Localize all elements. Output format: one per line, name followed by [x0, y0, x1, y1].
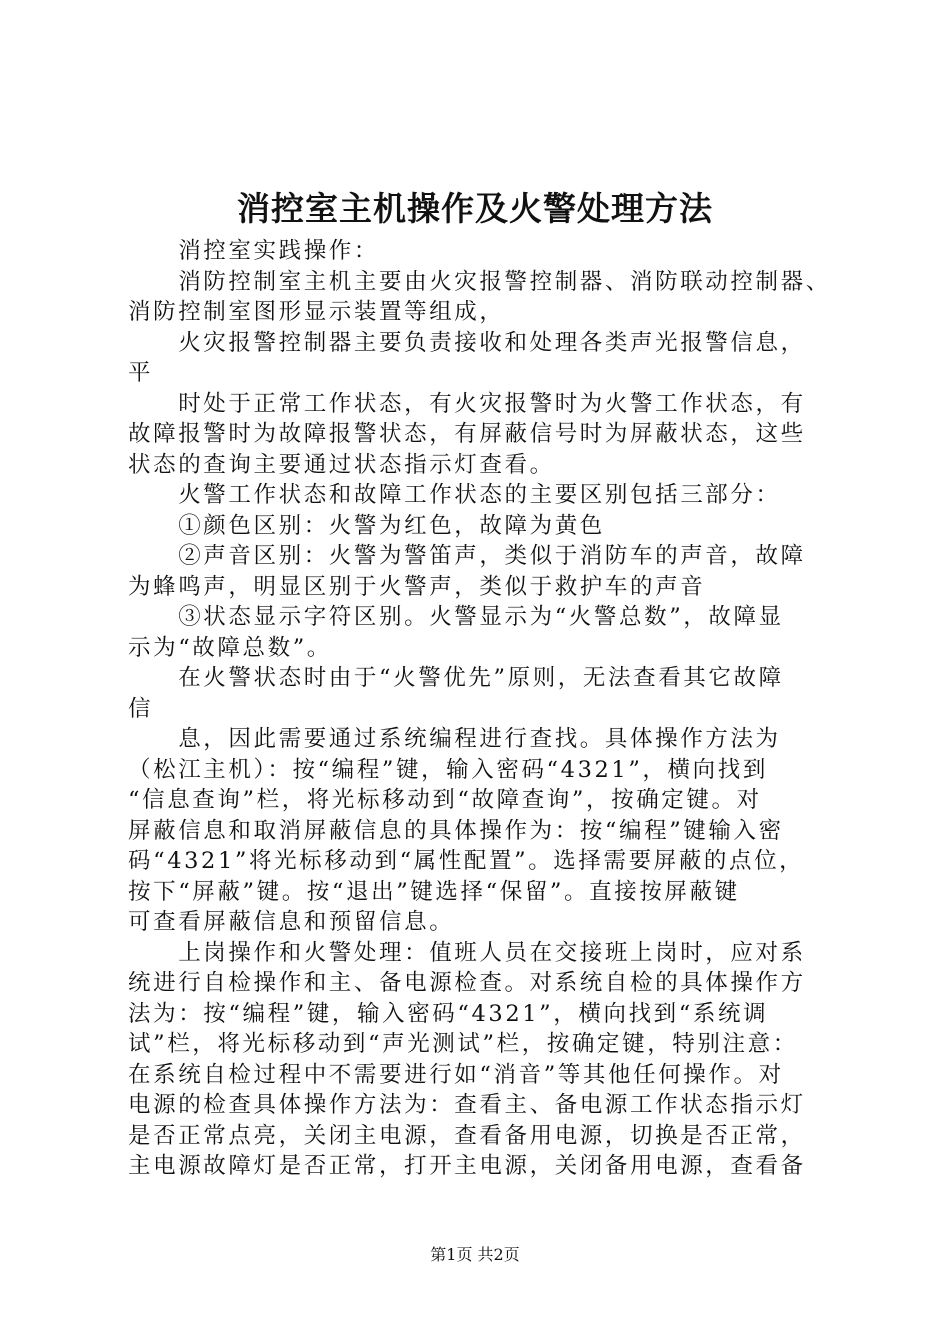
text-line: 示为“故障总数”。	[128, 634, 332, 661]
text-line: 火灾报警控制器主要负责接收和处理各类声光报警信息，	[128, 329, 806, 356]
text-line: 时处于正常工作状态，有火灾报警时为火警工作状态，有	[128, 390, 806, 417]
text-line: ②声音区别：火警为警笛声，类似于消防车的声音，故障	[128, 543, 806, 569]
text-line: 故障报警时为故障报警状态，有屏蔽信号时为屏蔽状态，这些	[128, 421, 806, 447]
text-line: （松江主机）：按“编程”键，输入密码“4321”，横向找到	[128, 756, 768, 783]
text-line: 统进行自检操作和主、备电源检查。对系统自检的具体操作方	[128, 970, 806, 996]
text-line: 在火警状态时由于“火警优先”原则，无法查看其它故障	[128, 665, 784, 691]
text-line: 为蜂鸣声，明显区别于火警声，类似于救护车的声音	[128, 573, 706, 600]
text-line: 电源的检查具体操作方法为：查看主、备电源工作状态指示灯	[128, 1092, 806, 1118]
text-line: 消防控制室主机主要由火灾报警控制器、消防联动控制器、	[128, 268, 831, 295]
text-line: 法为：按“编程”键，输入密码“4321”，横向找到“系统调	[128, 1000, 769, 1027]
text-line: “信息查询”栏，将光标移动到“故障查询”，按确定键。对	[128, 787, 762, 813]
text-line: ③状态显示字符区别。火警显示为“火警总数”，故障显	[128, 604, 784, 630]
text-line: 屏蔽信息和取消屏蔽信息的具体操作为：按“编程”键输入密	[128, 817, 784, 844]
text-line: 按下“屏蔽”键。按“退出”键选择“保留”。直接按屏蔽键	[128, 878, 740, 905]
text-line: 平	[128, 360, 154, 386]
page-footer: 第1页 共2页	[430, 1245, 520, 1264]
text-line: ①颜色区别：火警为红色，故障为黄色	[128, 512, 605, 539]
document-body	[128, 236, 840, 1182]
text-line: 主电源故障灯是否正常，打开主电源，关闭备用电源，查看备	[128, 1153, 806, 1179]
text-line: 是否正常点亮，关闭主电源，查看备用电源，切换是否正常，	[128, 1122, 806, 1149]
text-line: 火警工作状态和故障工作状态的主要区别包括三部分：	[128, 482, 781, 508]
text-line: 在系统自检过程中不需要进行如“消音”等其他任何操作。对	[128, 1061, 784, 1088]
text-line: 可查看屏蔽信息和预留信息。	[128, 909, 455, 935]
text-line: 息，因此需要通过系统编程进行查找。具体操作方法为	[128, 726, 781, 752]
document-title: 消控室主机操作及火警处理方法	[237, 189, 713, 228]
text-line: 上岗操作和火警处理：值班人员在交接班上岗时，应对系	[128, 939, 806, 966]
text-line: 试”栏，将光标移动到“声光测试”栏，按确定键，特别注意：	[128, 1031, 798, 1057]
text-line: 状态的查询主要通过状态指示灯查看。	[128, 451, 555, 478]
text-line: 消控室实践操作：	[128, 238, 380, 264]
text-line: 码“4321”将光标移动到“属性配置”。选择需要屏蔽的点位，	[128, 848, 805, 874]
text-line: 信	[128, 695, 154, 722]
text-line: 消防控制室图形显示装置等组成，	[128, 299, 505, 325]
